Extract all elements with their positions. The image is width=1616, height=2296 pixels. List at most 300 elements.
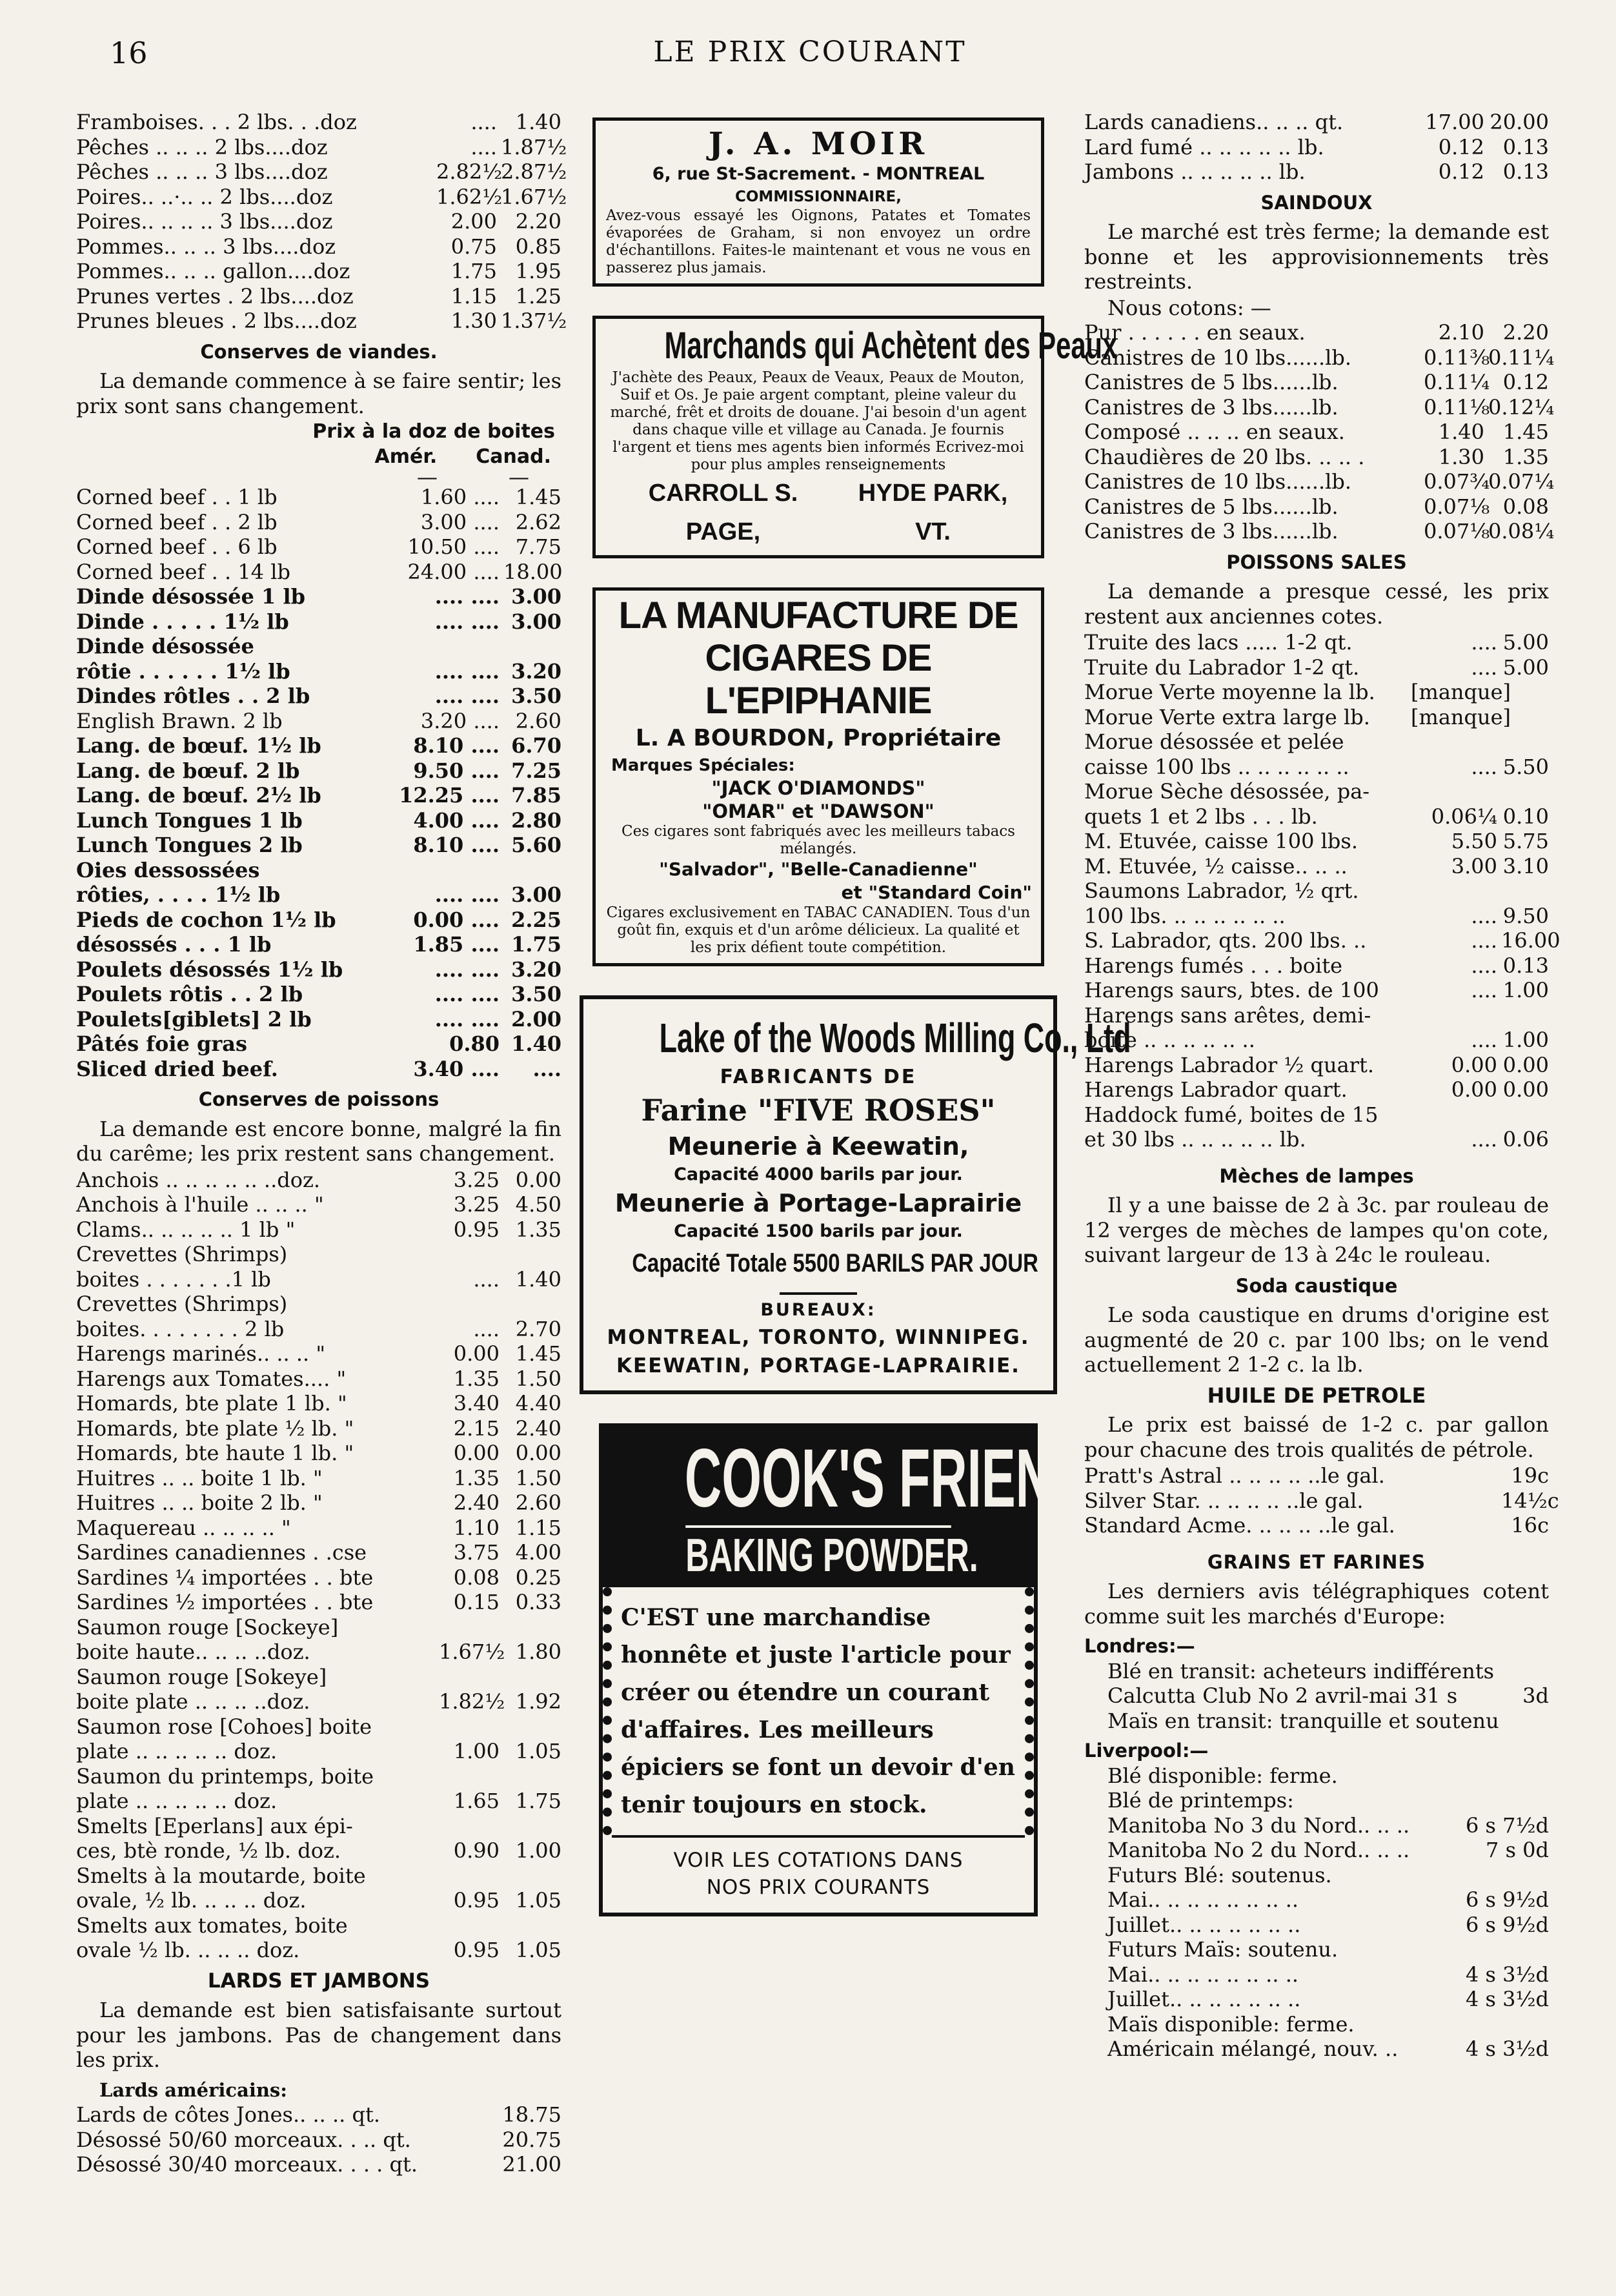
- item-value: [377, 858, 500, 883]
- ad-cook-brand: COOK'S FRIEND: [684, 1432, 1090, 1525]
- item-label: Saumon rose [Cohoes] boite: [76, 1714, 372, 1739]
- item-value: 3.00: [511, 609, 561, 634]
- ad-cook-banner: [603, 1427, 1090, 1587]
- item-value: 4 s 3½d: [1466, 1962, 1549, 1987]
- item-value: ....: [1471, 1127, 1497, 1152]
- item-label: Harengs fumés . . . boite: [1084, 953, 1343, 978]
- item-label: Mai.. .. .. .. .. .. .. ..: [1107, 1887, 1299, 1912]
- item-label: Anchois .. .. .. .. .. ..doz.: [76, 1167, 321, 1192]
- item-label: Dinde désossée: [76, 634, 254, 658]
- item-value: 0.08: [453, 1565, 500, 1590]
- ad-moir-role: COMMISSIONNAIRE,: [735, 188, 902, 205]
- price-row: [1107, 2012, 1549, 2037]
- price-row: [76, 1466, 561, 1491]
- price-row: [76, 1739, 561, 1764]
- item-value: 0.13: [1502, 159, 1549, 184]
- item-value: [435, 1242, 500, 1267]
- item-value: [1459, 1788, 1549, 1813]
- item-label: Homards, bte plate ½ lb. ": [76, 1416, 354, 1441]
- price-row: [76, 1217, 561, 1243]
- item-value: 2.40: [453, 1490, 500, 1515]
- price-row: [76, 1516, 561, 1541]
- item-value: .... ....: [434, 584, 500, 609]
- item-label: M. Etuvée, caisse 100 lbs.: [1084, 829, 1358, 853]
- col-header-canad: Canad.: [476, 445, 551, 468]
- item-value: 2.10: [1438, 320, 1484, 345]
- item-label: Juillet.. .. .. .. .. .. ..: [1107, 1912, 1301, 1937]
- item-label: Homards, bte haute 1 lb. ": [76, 1441, 354, 1465]
- viandes-column-caption: Prix à la doz de boites: [312, 420, 555, 443]
- item-label: Morue Verte extra large lb.: [1084, 704, 1370, 729]
- item-value: 1.37½: [501, 309, 567, 333]
- ad-peaux-place: HYDE PARK, VT.: [858, 480, 1008, 545]
- price-row: [1084, 630, 1549, 655]
- ad-cook-footer-1: VOIR LES COTATIONS DANS: [673, 1849, 964, 1872]
- item-label: Poires.. .. .. .. 3 lbs....doz: [76, 209, 333, 234]
- item-value: 3.25: [453, 1192, 500, 1217]
- saindoux-paragraph: Le marché est très ferme; la demande est bonne et les approvisionnements très restreints.: [1084, 219, 1549, 294]
- item-value: 1.40: [515, 1266, 561, 1292]
- item-value: 6 s 7½d: [1466, 1813, 1549, 1838]
- item-value: 7.85: [511, 783, 561, 808]
- item-label: Saumons Labrador, ½ qrt.: [1084, 879, 1359, 903]
- item-value: 1.75: [511, 932, 561, 957]
- item-value: 17.00: [1425, 110, 1484, 134]
- item-value: 4.50: [515, 1192, 561, 1217]
- price-row: [76, 1640, 561, 1665]
- price-row: [1084, 804, 1549, 829]
- ad-cook-footer-2: NOS PRIX COURANTS: [706, 1876, 931, 1899]
- item-value: .... ....: [434, 684, 500, 708]
- viandes-price-list: [76, 485, 561, 1081]
- item-value: 2.82½: [436, 159, 503, 184]
- item-value: 0.95: [453, 1217, 500, 1242]
- item-value: [435, 1615, 500, 1640]
- item-value: [1504, 1659, 1549, 1684]
- item-label: quets 1 et 2 lbs . . . lb.: [1084, 804, 1318, 829]
- item-label: rôtie . . . . . . 1½ lb: [76, 658, 290, 684]
- price-row: [76, 1366, 561, 1392]
- item-value: 2.25: [511, 907, 561, 932]
- item-label: et 30 lbs .. .. .. .. .. lb.: [1084, 1127, 1306, 1152]
- price-row: [76, 2152, 561, 2177]
- item-value: 2.60: [515, 708, 561, 733]
- item-value: [1497, 1003, 1549, 1028]
- item-value: 1.10: [453, 1515, 500, 1540]
- item-label: Sardines ¼ importées . . bte: [76, 1565, 374, 1590]
- price-row: [1107, 1937, 1549, 1962]
- column-right: [1084, 110, 1560, 2062]
- price-row: [76, 1416, 561, 1441]
- item-label: Pieds de cochon 1½ lb: [76, 907, 336, 932]
- item-value: 1.75: [450, 259, 497, 283]
- item-value: 3.40 ....: [413, 1056, 500, 1081]
- ad-lake-capacite-totale: Capacité Totale 5500 BARILS PAR JOUR: [632, 1249, 1038, 1277]
- item-value: 1.45: [515, 1341, 561, 1366]
- item-value: 0.13: [1502, 134, 1549, 159]
- item-label: Corned beef . . 14 lb: [76, 559, 290, 584]
- item-value: 4.40: [515, 1391, 561, 1416]
- item-value: 0.25: [515, 1565, 561, 1590]
- item-value: [manque]: [1411, 680, 1511, 704]
- item-value: 3.00 ....: [420, 509, 500, 534]
- price-row: [76, 684, 561, 709]
- item-value: 1.40: [511, 1031, 561, 1056]
- price-row: [76, 1292, 561, 1317]
- price-row: [76, 858, 561, 883]
- item-value: 21.00: [502, 2152, 561, 2177]
- item-value: 1.50: [515, 1465, 561, 1490]
- price-row: [76, 833, 561, 858]
- item-value: [1407, 779, 1497, 804]
- saindoux-price-list: [1084, 320, 1555, 544]
- item-value: 3.50: [511, 684, 561, 708]
- item-value: 20.00: [1490, 110, 1549, 134]
- item-label: Pommes.. .. .. gallon....doz: [76, 259, 350, 283]
- item-label: Framboises. . . 2 lbs. . .doz: [76, 110, 357, 134]
- item-value: [1497, 729, 1549, 755]
- item-value: 5.00: [1502, 630, 1549, 655]
- ad-cook-body: C'EST une marchandise honnête et juste l'article pour créer ou étendre un courant d'affaires. Les meilleurs épiciers se font un devoir d'en tenir toujours en stock.: [603, 1587, 1034, 1835]
- item-value: [435, 1814, 500, 1839]
- item-value: 18.00: [503, 559, 563, 584]
- item-label: Pêches .. .. .. 3 lbs....doz: [76, 159, 328, 184]
- ad-lake-title: Lake of the Woods Milling Co., Ltd: [659, 1015, 1131, 1061]
- item-value: 1.92: [515, 1689, 561, 1714]
- ad-moir-address: 6, rue St-Sacrement. - MONTREAL: [652, 164, 985, 184]
- price-row: [76, 1540, 561, 1565]
- item-label: Poulets rôtis . . 2 lb: [76, 982, 303, 1006]
- item-value: 0.85: [515, 234, 561, 259]
- item-label: English Brawn. 2 lb: [76, 708, 283, 733]
- col-header-amer: Amér.: [374, 445, 438, 468]
- item-value: ....: [473, 1316, 500, 1341]
- item-value: [1407, 879, 1497, 904]
- item-value: 0.06: [1502, 1127, 1549, 1152]
- price-row: [76, 1341, 561, 1366]
- ad-cigares: [592, 587, 1044, 966]
- item-value: 5.50: [1451, 829, 1497, 853]
- price-row: [1084, 1003, 1549, 1028]
- item-label: Prunes bleues . 2 lbs....doz: [76, 309, 357, 333]
- price-row: [1084, 370, 1549, 395]
- item-value: 0.75: [450, 234, 497, 259]
- item-label: Lunch Tongues 1 lb: [76, 808, 303, 833]
- item-label: Chaudières de 20 lbs. .. .. .: [1084, 444, 1365, 469]
- item-value: 0.00: [453, 1441, 500, 1465]
- item-label: Poires.. ..·.. .. 2 lbs....doz: [76, 184, 333, 209]
- item-label: Harengs aux Tomates.... ": [76, 1366, 347, 1391]
- price-row: [1107, 1813, 1549, 1838]
- item-value: 2.70: [515, 1316, 561, 1341]
- ad-cigares-owner: L. A BOURDON, Propriétaire: [635, 725, 1002, 751]
- item-value: 0.08¼: [1488, 519, 1555, 544]
- price-row: [1084, 680, 1549, 705]
- item-value: 0.07¼: [1488, 469, 1555, 494]
- item-value: 3.20: [511, 658, 561, 684]
- item-label: Lard fumé .. .. .. .. .. lb.: [1084, 134, 1324, 159]
- item-label: Juillet.. .. .. .. .. .. ..: [1107, 1987, 1301, 2011]
- item-label: Blé de printemps:: [1107, 1788, 1294, 1813]
- price-row: [76, 1665, 561, 1690]
- item-value: [500, 1714, 561, 1740]
- item-label: Truite des lacs ..... 1-2 qt.: [1084, 630, 1353, 655]
- price-row: [1107, 1788, 1549, 1813]
- price-row: [1084, 1127, 1549, 1152]
- price-row: [76, 159, 567, 185]
- price-row: [1107, 1659, 1549, 1684]
- price-row: [1107, 1962, 1549, 1987]
- item-label: rôties, . . . . 1½ lb: [76, 882, 281, 907]
- item-value: 2.87½: [501, 159, 567, 184]
- item-label: Smelts aux tomates, boite: [76, 1913, 348, 1938]
- item-label: Lang. de bœuf. 2½ lb: [76, 783, 321, 808]
- item-value: [377, 634, 500, 659]
- section-heading-saindoux: SAINDOUX: [1260, 191, 1373, 214]
- item-label: ovale ½ lb. .. .. .. doz.: [76, 1938, 300, 1962]
- price-row: [1084, 1488, 1559, 1514]
- item-value: 1.75: [515, 1789, 561, 1813]
- item-value: 1.05: [515, 1938, 561, 1962]
- item-label: Canistres de 10 lbs......lb.: [1084, 345, 1352, 370]
- page-number: 16: [110, 36, 148, 70]
- price-row: [1084, 1513, 1549, 1538]
- column-ads: [580, 117, 1131, 1916]
- item-value: 4 s 3½d: [1466, 1987, 1549, 2011]
- price-row: [1084, 1077, 1549, 1102]
- item-value: [500, 1665, 561, 1690]
- item-value: 1.15: [515, 1515, 561, 1540]
- item-label: Homards, bte plate 1 lb. ": [76, 1391, 347, 1416]
- price-row: [1084, 928, 1560, 953]
- section-heading-huile: HUILE DE PETROLE: [1207, 1383, 1426, 1408]
- item-label: boites. . . . . . . . 2 lb: [76, 1316, 285, 1341]
- price-row: [1084, 978, 1549, 1003]
- item-value: 1.35: [453, 1366, 500, 1391]
- item-value: 6 s 9½d: [1466, 1912, 1549, 1937]
- item-value: 0.15: [453, 1590, 500, 1614]
- item-value: 20.75: [502, 2127, 561, 2152]
- item-label: Lards canadiens.. .. .. qt.: [1084, 110, 1344, 134]
- item-value: 0.00: [453, 1341, 500, 1366]
- item-value: [manque]: [1411, 704, 1511, 729]
- ad-cigares-title: LA MANUFACTURE DE CIGARES DE L'EPIPHANIE: [618, 594, 1018, 722]
- item-value: 0.12¼: [1488, 394, 1555, 420]
- item-label: Prunes vertes . 2 lbs....doz: [76, 283, 354, 309]
- item-value: 0.13: [1502, 953, 1549, 978]
- item-value: [1459, 2012, 1549, 2037]
- item-value: 2.20: [1502, 320, 1549, 345]
- item-value: 1.05: [515, 1888, 561, 1913]
- item-value: 1.45: [515, 485, 561, 509]
- price-row: [76, 1764, 561, 1789]
- item-value: 0.00: [515, 1441, 561, 1465]
- ad-moir-text: Avez-vous essayé les Oignons, Patates et Tomates évaporées de Graham, si non envoyez un ordre d'échantillons. Faites-le maintenant et vous ne vous en passerez plus jamais.: [606, 207, 1031, 276]
- item-label: Huitres .. .. boite 2 lb. ": [76, 1490, 323, 1515]
- item-label: Canistres de 5 lbs......lb.: [1084, 494, 1338, 519]
- ad-lake-cities-2: KEEWATIN, PORTAGE-LAPRAIRIE.: [616, 1354, 1020, 1377]
- item-value: ....: [1471, 903, 1497, 928]
- lards-canadiens-list: [1084, 110, 1549, 185]
- item-value: .... ....: [434, 882, 500, 907]
- section-heading-soda: Soda caustique: [1235, 1274, 1398, 1297]
- price-row: [76, 1913, 561, 1938]
- item-value: 3.00: [511, 584, 561, 609]
- item-value: 0.90: [453, 1838, 500, 1863]
- ad-cigares-brand-1: "JACK O'DIAMONDS": [711, 777, 925, 799]
- item-value: 5.50: [1502, 754, 1549, 779]
- price-row: [76, 1057, 561, 1082]
- item-value: [500, 1913, 561, 1938]
- item-label: Morue désossée et pelée: [1084, 729, 1344, 754]
- item-label: Saumon rouge [Sokeye]: [76, 1664, 327, 1689]
- price-row: [76, 1168, 561, 1193]
- item-value: 2.00: [511, 1006, 561, 1031]
- item-label: Canistres de 10 lbs......lb.: [1084, 469, 1352, 494]
- ad-lake-meunerie-2: Meunerie à Portage-Laprairie: [614, 1189, 1022, 1217]
- item-value: 1.25: [515, 283, 561, 309]
- item-value: [458, 2152, 465, 2177]
- item-value: 0.00: [1502, 1052, 1549, 1077]
- item-value: 16c: [1511, 1513, 1549, 1538]
- item-label: Canistres de 3 lbs......lb.: [1084, 394, 1338, 420]
- poissons-sales-list: [1084, 630, 1560, 1152]
- price-row: [76, 709, 561, 734]
- item-value: 2.20: [515, 209, 561, 234]
- item-value: 0.12: [1502, 370, 1549, 394]
- ad-lake-divider: [780, 1292, 857, 1295]
- item-value: 3d: [1522, 1683, 1549, 1708]
- price-row: [1084, 345, 1555, 371]
- item-label: Standard Acme. .. .. .. ..le gal.: [1084, 1513, 1395, 1538]
- huile-price-list: [1084, 1463, 1559, 1538]
- section-heading-poissons-sales: POISSONS SALES: [1226, 551, 1407, 573]
- ad-cigares-text-2: Cigares exclusivement en TABAC CANADIEN. Tous d'un goût fin, exquis et d'un arôme délicieux. La qualité et les prix défient toute compétition.: [606, 904, 1031, 956]
- item-value: 3.50: [511, 982, 561, 1006]
- price-row: [76, 882, 561, 908]
- item-label: Lards de côtes Jones.. .. .. qt.: [76, 2102, 380, 2127]
- item-label: Désossé 30/40 morceaux. . . . qt.: [76, 2152, 418, 2177]
- price-row: [76, 808, 561, 833]
- viandes-paragraph: La demande commence à se faire sentir; les prix sont sans changement.: [76, 369, 561, 418]
- item-value: 0.12: [1438, 159, 1484, 184]
- item-value: 8.10 ....: [413, 833, 500, 857]
- item-value: 1.00: [515, 1838, 561, 1863]
- item-value: [1459, 1937, 1549, 1962]
- price-row: [76, 234, 561, 259]
- price-row: [1084, 519, 1555, 544]
- item-value: 0.33: [515, 1590, 561, 1614]
- ad-lake-fabricants: FABRICANTS DE: [720, 1066, 917, 1088]
- item-label: Manitoba No 3 du Nord.. .. ..: [1107, 1813, 1410, 1838]
- item-value: [435, 1764, 500, 1789]
- item-value: .... ....: [434, 609, 500, 634]
- item-value: 9.50 ....: [413, 758, 500, 783]
- item-label: Corned beef . . 2 lb: [76, 509, 278, 534]
- price-row: [76, 134, 567, 160]
- item-value: 2.40: [515, 1416, 561, 1441]
- item-value: [435, 1913, 500, 1938]
- price-row: [1084, 445, 1549, 470]
- item-value: 1.62½: [436, 184, 503, 209]
- item-value: [1497, 705, 1549, 730]
- price-row: [76, 908, 561, 933]
- item-value: 7 s 0d: [1486, 1838, 1549, 1862]
- price-row: [76, 1864, 561, 1889]
- item-value: [1504, 1709, 1549, 1734]
- price-row: [76, 2102, 561, 2128]
- item-value: 0.11¼: [1488, 345, 1555, 370]
- item-label: boite .. .. .. .. .. ..: [1084, 1028, 1255, 1052]
- price-row: [76, 1441, 561, 1466]
- price-row: [76, 309, 567, 334]
- item-value: 1.00: [1502, 1028, 1549, 1052]
- item-value: [1497, 680, 1549, 705]
- item-value: 0.00: [1451, 1052, 1497, 1077]
- ad-moir-name: J. A. MOIR: [708, 126, 929, 162]
- price-row: [1107, 1709, 1549, 1734]
- item-value: ....: [1471, 953, 1497, 978]
- ad-cigares-text-1: Ces cigares sont fabriqués avec les meilleurs tabacs mélangés.: [621, 823, 1015, 857]
- ad-peaux-signature: [605, 474, 1032, 551]
- item-label: Pratt's Astral .. .. .. .. ..le gal.: [1084, 1463, 1385, 1488]
- soda-paragraph: Le soda caustique en drums d'origine est augmenté de 20 c. par 100 lbs; on le vend actuellement 2 1-2 c. la lb.: [1084, 1303, 1549, 1377]
- item-value: 1.60 ....: [420, 485, 500, 509]
- ad-peaux-name: CARROLL S. PAGE,: [648, 480, 798, 545]
- item-value: 14½c: [1501, 1488, 1559, 1513]
- ad-lake-bureaux: BUREAUX:: [760, 1300, 876, 1320]
- saindoux-cotons: Nous cotons: —: [1107, 295, 1271, 320]
- item-label: Futurs Maïs: soutenu.: [1107, 1937, 1338, 1962]
- price-row: [1084, 879, 1549, 904]
- price-row: [76, 957, 561, 982]
- item-value: ....: [1471, 655, 1497, 680]
- item-value: 0.95: [453, 1938, 500, 1962]
- item-label: caisse 100 lbs .. .. .. .. .. ..: [1084, 754, 1349, 779]
- price-row: [76, 1714, 561, 1740]
- ad-moir: [592, 117, 1044, 287]
- item-value: 16.00: [1501, 928, 1560, 953]
- price-row: [76, 1317, 561, 1342]
- price-row: [1107, 1913, 1549, 1938]
- price-row: [1107, 1838, 1549, 1863]
- item-label: Maïs disponible: ferme.: [1107, 2011, 1355, 2037]
- price-row: [76, 1192, 561, 1217]
- page-title: LE PRIX COURANT: [653, 36, 967, 68]
- item-value: 0.12: [1438, 134, 1484, 159]
- item-value: 5.75: [1502, 829, 1549, 853]
- item-value: [435, 1292, 500, 1317]
- ad-cook-footer: [612, 1835, 1025, 1913]
- item-value: 3.75: [453, 1540, 500, 1565]
- price-row: [1107, 1887, 1549, 1913]
- item-value: [500, 1292, 561, 1317]
- item-label: Crevettes (Shrimps): [76, 1242, 288, 1266]
- item-label: Pâtés foie gras: [76, 1031, 247, 1056]
- item-label: plate .. .. .. .. .. doz.: [76, 1739, 278, 1763]
- item-label: Poulets désossés 1½ lb: [76, 957, 343, 982]
- price-row: [1107, 2037, 1549, 2062]
- price-row: [1084, 1102, 1549, 1128]
- item-value: ....: [473, 1266, 500, 1292]
- price-row: [76, 485, 561, 510]
- item-value: [500, 1242, 561, 1267]
- item-label: plate .. .. .. .. .. doz.: [76, 1789, 278, 1813]
- price-row: [76, 1242, 561, 1267]
- item-value: 8.10 ....: [413, 733, 500, 758]
- item-label: boite plate .. .. .. ..doz.: [76, 1689, 310, 1714]
- item-value: 1.50: [515, 1366, 561, 1391]
